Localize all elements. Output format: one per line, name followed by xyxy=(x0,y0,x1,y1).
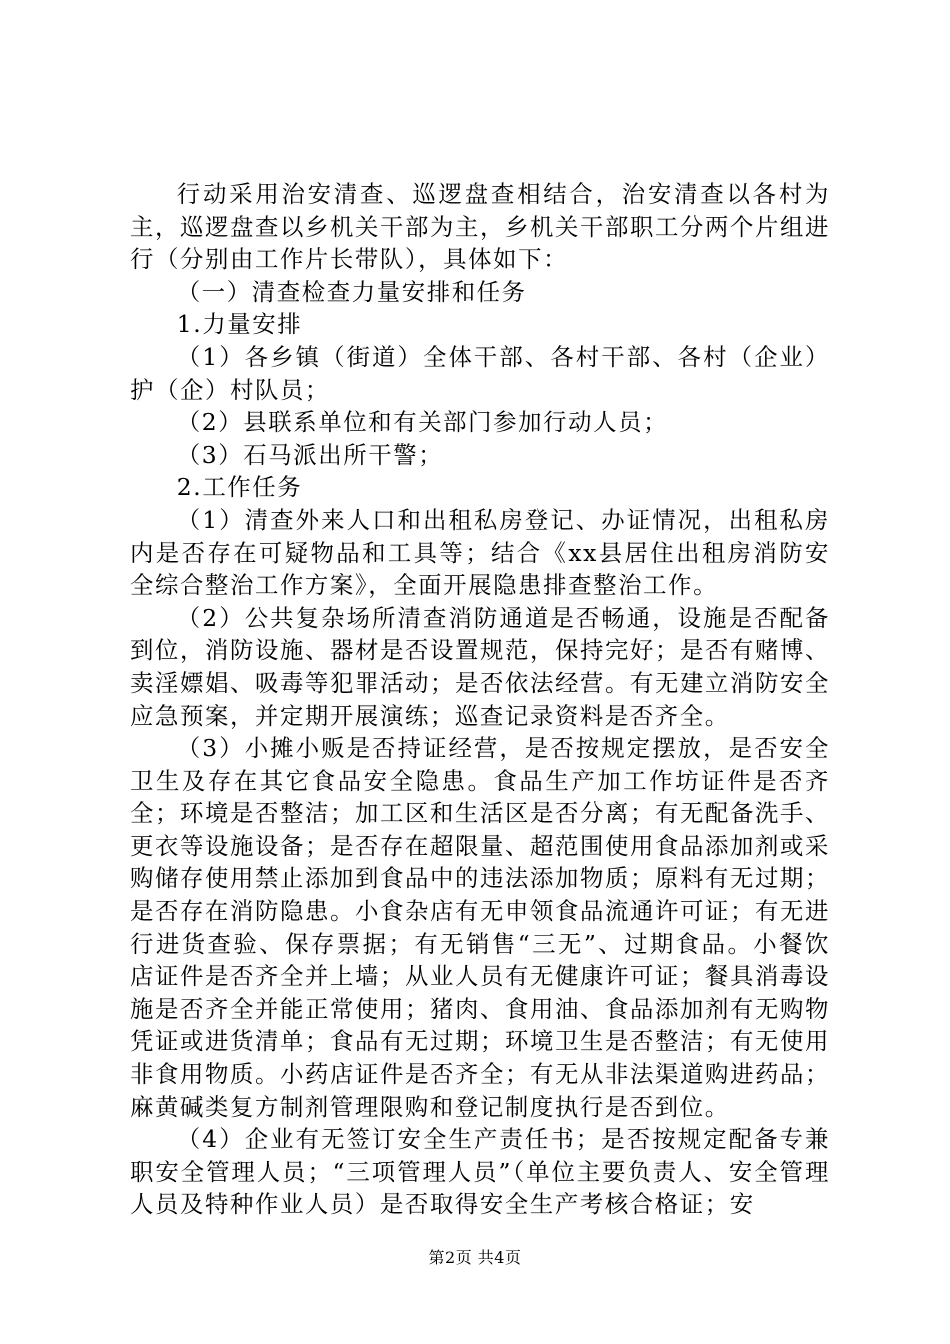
subheading-force-arrangement: 1.力量安排 xyxy=(176,310,303,339)
document-body xyxy=(130,178,830,1221)
subheading-work-tasks: 2.工作任务 xyxy=(176,473,303,502)
list-item-1: （1）各乡镇（街道）全体干部、各村干部、各村（企业）护（企）村队员； xyxy=(130,342,830,404)
list-item-2: （2）县联系单位和有关部门参加行动人员； xyxy=(176,408,669,437)
task-item-2: （2）公共复杂场所清查消防通道是否畅通，设施是否配备到位，消防设施、器材是否设置规范，保持完好；是否有赌博、卖淫嫖娼、吸毒等犯罪活动；是否依法经营。有无建立消防安全应急预案，并定期开展演练；巡查记录资料是否齐全。 xyxy=(130,603,830,730)
task-item-3: （3）小摊小贩是否持证经营，是否按规定摆放，是否安全卫生及存在其它食品安全隐患。食品生产加工作坊证件是否齐全；环境是否整洁；加工区和生活区是否分离；有无配备洗手、更衣等设施设备；是否存在超限量、超范围使用食品添加剂或采购储存使用禁止添加到食品中的违法添加物质；原料有无过期；是否存在消防隐患。小食杂店有无申领食品流通许可证；有无进行进货查验、保存票据；有无销售“三无”、过期食品。小餐饮店证件是否齐全并上墙；从业人员有无健康许可证；餐具消毒设施是否齐全并能正常使用；猪肉、食用油、食品添加剂有无购物凭证或进货清单；食品有无过期；环境卫生是否整洁；有无使用非食用物质。小药店证件是否齐全；有无从非法渠道购进药品；麻黄碱类复方制剂管理限购和登记制度执行是否到位。 xyxy=(130,734,830,1121)
task-item-4: （4）企业有无签订安全生产责任书；是否按规定配备专兼职安全管理人员；“三项管理人员”（单位主要负责人、安全管理人员及特种作业人员）是否取得安全生产考核合格证；安 xyxy=(130,1125,830,1219)
list-item-3: （3）石马派出所干警； xyxy=(176,440,444,469)
page-footer: 第2页 共4页 xyxy=(428,1248,522,1267)
task-item-1: （1）清查外来人口和出租私房登记、办证情况，出租私房内是否存在可疑物品和工具等；结合《xx县居住出租房消防安全综合整治工作方案》，全面开展隐患排查整治工作。 xyxy=(130,505,830,600)
paragraph-intro: 行动采用治安清查、巡逻盘查相结合，治安清查以各村为主，巡逻盘查以乡机关干部为主，乡机关干部职工分两个片组进行（分别由工作片长带队），具体如下： xyxy=(130,180,830,274)
section-heading-1: （一）清查检查力量安排和任务 xyxy=(176,277,527,306)
